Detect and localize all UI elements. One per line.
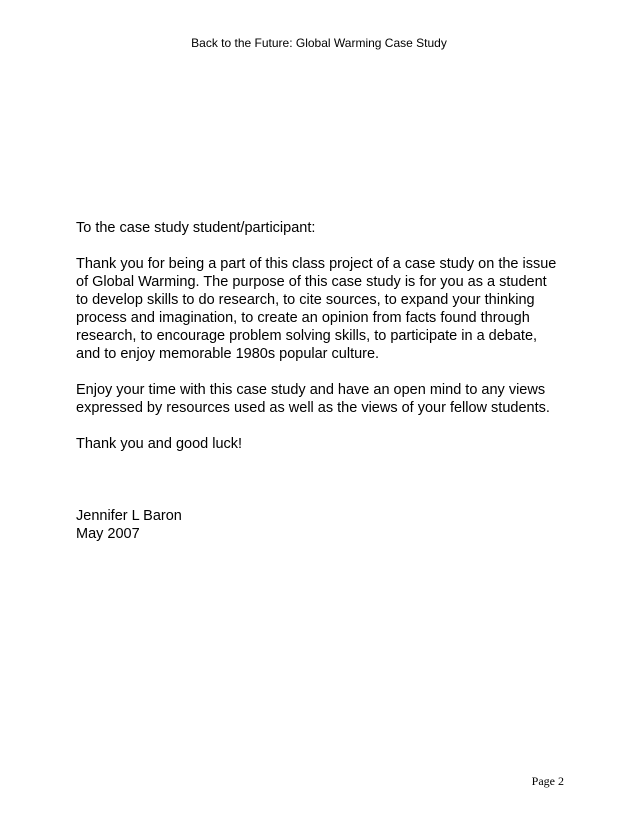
signature-name: Jennifer L Baron — [76, 508, 182, 524]
letter-closing: Thank you and good luck! — [76, 436, 243, 452]
page-number: Page 2 — [531, 774, 564, 788]
letter-body — [76, 219, 576, 543]
paragraph-line: of Global Warming. The purpose of this case study is for you as a student — [76, 274, 547, 290]
paragraph-line: process and imagination, to create an opinion from facts found through — [76, 310, 530, 326]
paragraph-line: expressed by resources used as well as the views of your fellow students. — [76, 400, 550, 416]
paragraph-line: Enjoy your time with this case study and have an open mind to any views — [76, 382, 546, 398]
header-title: Back to the Future: Global Warming Case Study — [191, 36, 447, 50]
page-header — [0, 36, 638, 50]
letter-paragraph-2 — [76, 381, 576, 417]
paragraph-line: to develop skills to do research, to cite sources, to expand your thinking — [76, 292, 535, 308]
signature-date: May 2007 — [76, 526, 140, 542]
page-footer — [532, 774, 564, 788]
paragraph-line: and to enjoy memorable 1980s popular culture. — [76, 346, 380, 362]
letter-paragraph-1 — [76, 255, 576, 363]
paragraph-line: research, to encourage problem solving skills, to participate in a debate, — [76, 328, 538, 344]
letter-greeting: To the case study student/participant: — [76, 220, 316, 236]
paragraph-line: Thank you for being a part of this class project of a case study on the issue — [76, 256, 557, 272]
